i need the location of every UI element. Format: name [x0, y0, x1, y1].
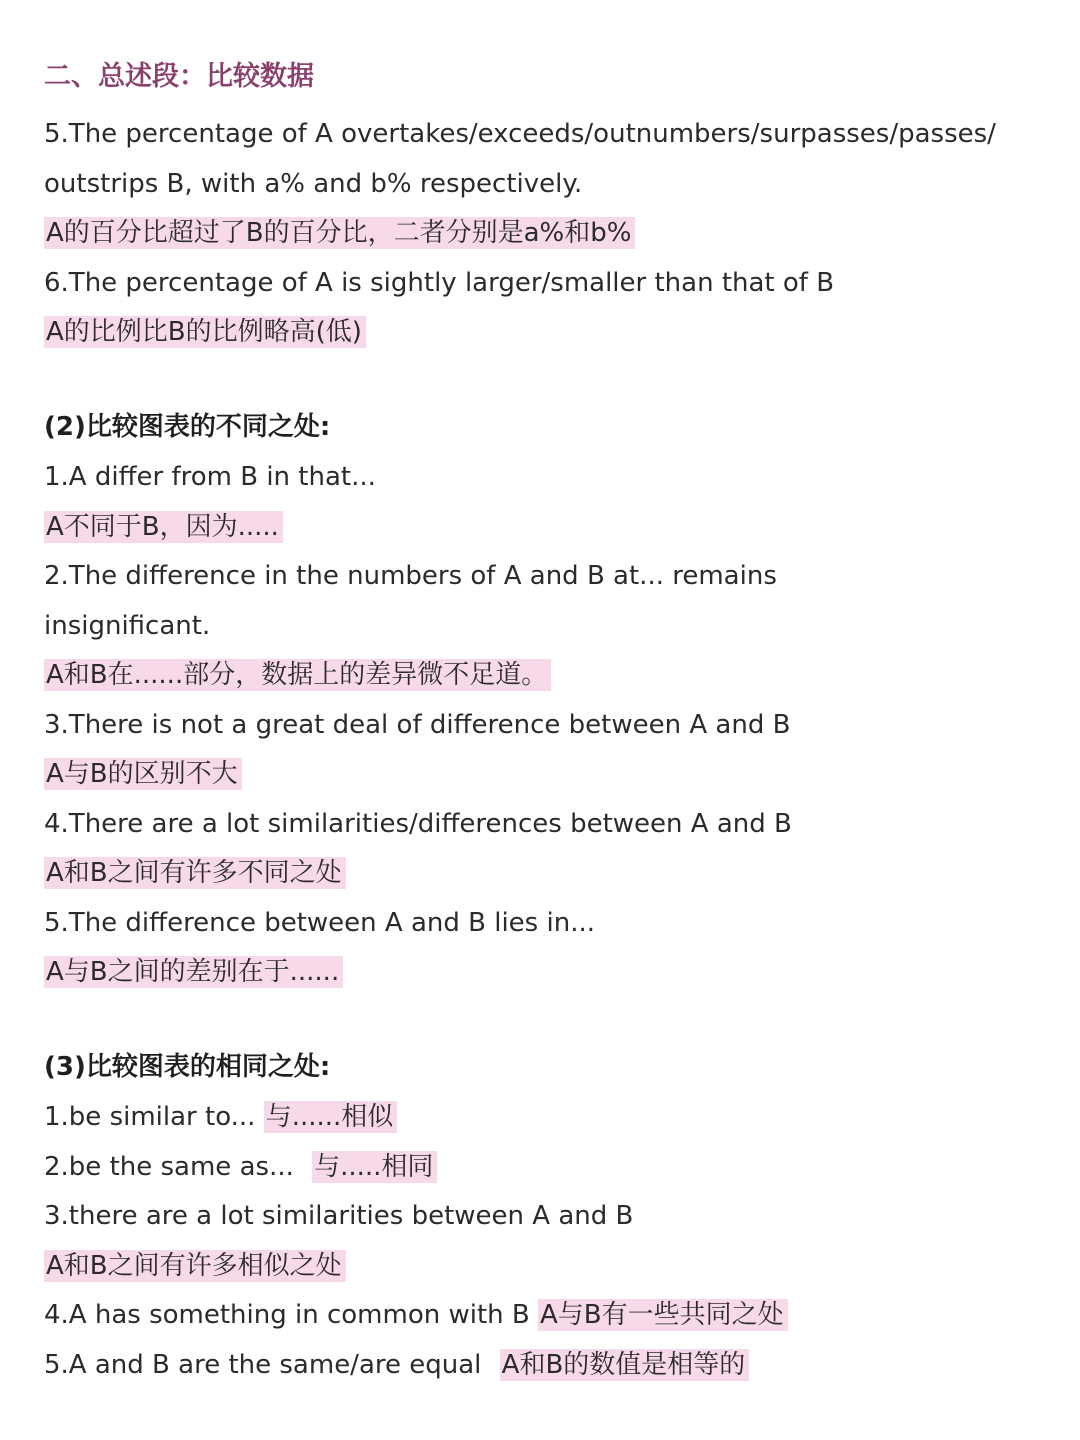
sim-item2-english: 2.be the same as... — [44, 1152, 294, 1182]
diff-item2-english-line2: insignificant. — [44, 611, 211, 641]
sim-item3-chinese: A和B之间有许多相似之处 — [44, 1250, 346, 1282]
sim-item1-chinese: 与......相似 — [264, 1101, 398, 1133]
sim-item2-chinese: 与.....相同 — [312, 1151, 437, 1183]
sim-item5-english: 5.A and B are the same/are equal — [44, 1350, 482, 1380]
item6-english: 6.The percentage of A is sightly larger/smaller than that of B — [44, 268, 835, 298]
diff-item5-english: 5.The difference between A and B lies in... — [44, 908, 595, 938]
item6-chinese-translation: A的比例比B的比例略高(低) — [44, 316, 366, 348]
sim-item4-chinese: A与B有一些共同之处 — [538, 1299, 788, 1331]
diff-item2-chinese: A和B在......部分，数据上的差异微不足道。 — [44, 659, 551, 691]
sim-item2-line — [44, 1150, 437, 1184]
sim-item4-line — [44, 1298, 788, 1332]
section-heading: 二、总述段：比较数据 — [44, 61, 314, 92]
diff-item1-english: 1.A differ from B in that... — [44, 462, 376, 492]
sim-item5-chinese: A和B的数值是相等的 — [500, 1349, 750, 1381]
diff-item5-chinese: A与B之间的差别在于...... — [44, 956, 343, 988]
sim-item1-line — [44, 1100, 397, 1134]
sim-item5-line — [44, 1348, 749, 1382]
diff-item2-english-line1: 2.The difference in the numbers of A and B at... remains — [44, 561, 777, 591]
sim-item4-english: 4.A has something in common with B — [44, 1300, 530, 1330]
subsection-differences-heading: (2)比较图表的不同之处: — [44, 412, 331, 442]
item5-english-line1: 5.The percentage of A overtakes/exceeds/outnumbers/surpasses/passes/ — [44, 119, 996, 149]
diff-item4-chinese: A和B之间有许多不同之处 — [44, 857, 346, 889]
diff-item1-chinese: A不同于B，因为..... — [44, 511, 283, 543]
item5-chinese-translation: A的百分比超过了B的百分比，二者分别是a%和b% — [44, 217, 635, 249]
item5-english-line2: outstrips B, with a% and b% respectively. — [44, 169, 583, 199]
sim-item3-english: 3.there are a lot similarities between A and B — [44, 1201, 634, 1231]
diff-item3-chinese: A与B的区别不大 — [44, 758, 242, 790]
subsection-similarities-heading: (3)比较图表的相同之处: — [44, 1052, 331, 1082]
diff-item3-english: 3.There is not a great deal of difference between A and B — [44, 710, 791, 740]
sim-item1-english: 1.be similar to... — [44, 1102, 256, 1132]
diff-item4-english: 4.There are a lot similarities/differences between A and B — [44, 809, 792, 839]
